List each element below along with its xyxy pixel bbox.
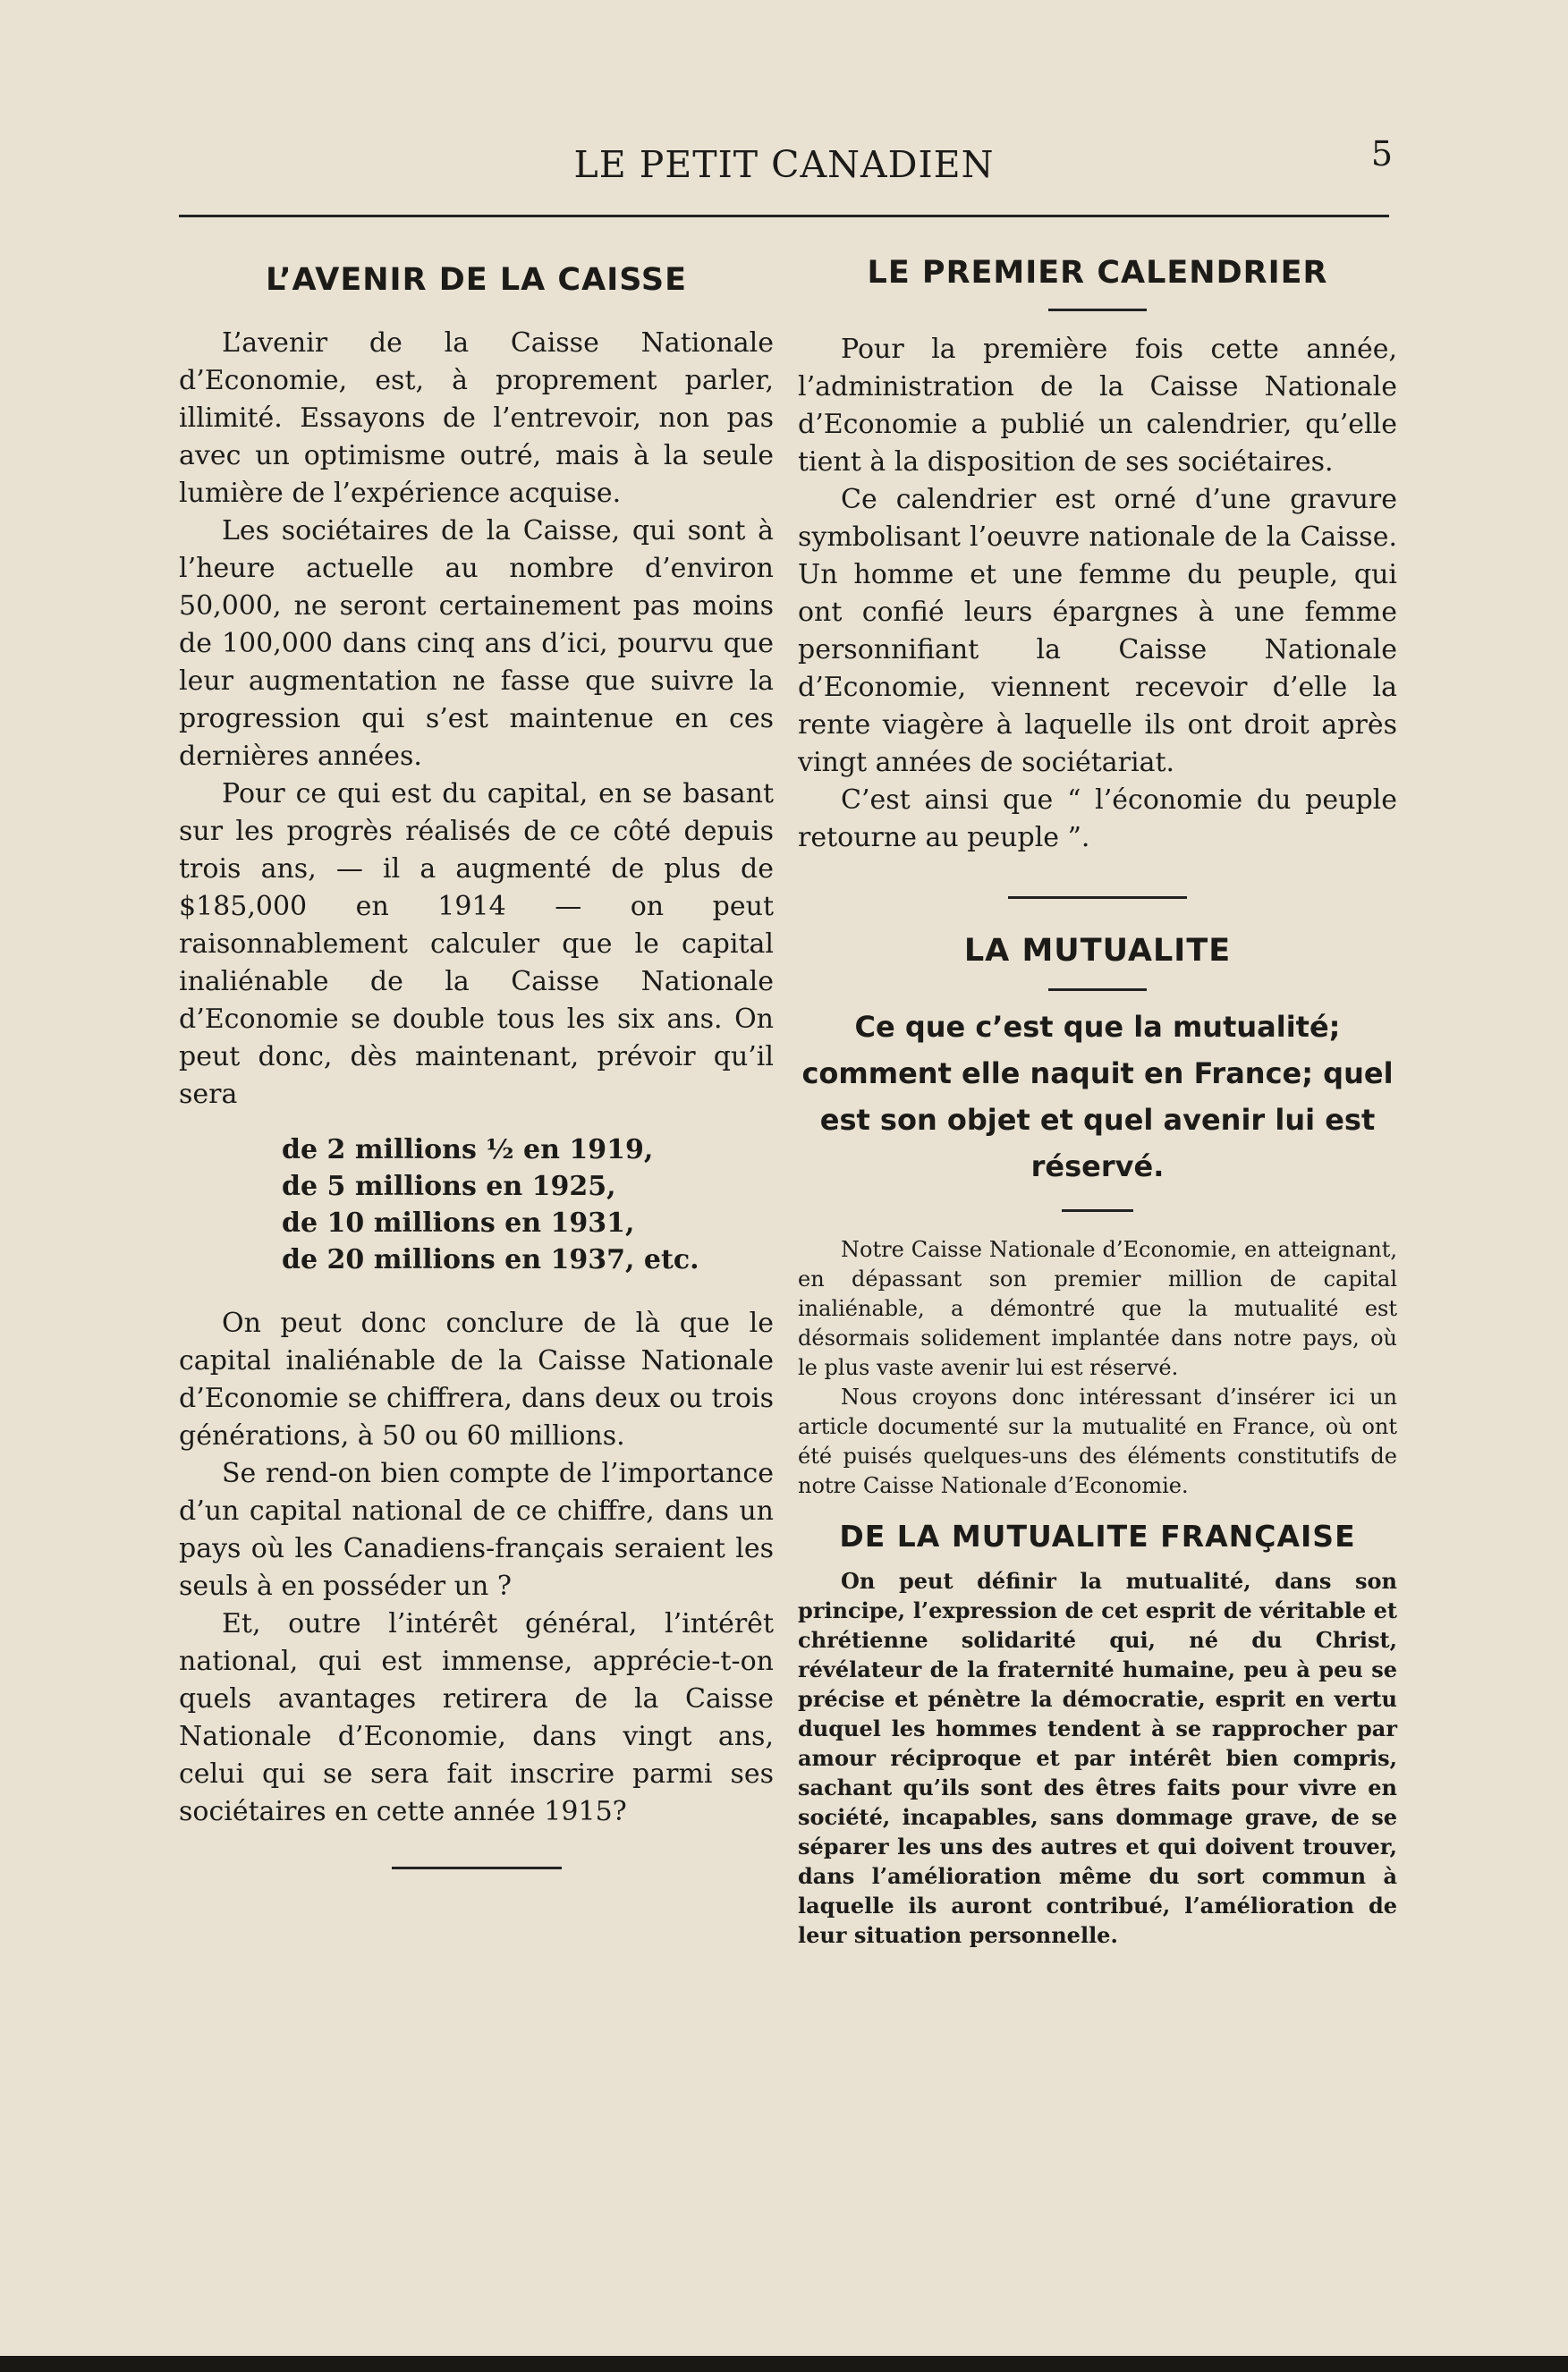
divider bbox=[1048, 309, 1147, 311]
list-item: de 2 millions ½ en 1919, bbox=[282, 1134, 654, 1165]
publication-title: LE PETIT CANADIEN bbox=[573, 143, 995, 186]
page-header bbox=[179, 134, 1393, 197]
paragraph: L’avenir de la Caisse Nationale d’Economie, est, à proprement parler, illimité. Essayons de l’entrevoir, non pas avec un optimisme outré, mais à la seule lumière de l’expérience acquise. bbox=[179, 327, 774, 509]
list-item: de 5 millions en 1925, bbox=[282, 1171, 616, 1202]
header-rule bbox=[179, 215, 1389, 217]
paragraph: Pour la première fois cette année, l’administration de la Caisse Nationale d’Economie a publié un calendrier, qu’elle tient à la disposition de ses sociétaires. bbox=[798, 334, 1397, 478]
divider bbox=[1048, 988, 1147, 991]
paragraph: On peut donc conclure de là que le capital inaliénable de la Caisse Nationale d’Economie se chiffrera, dans deux ou trois générations, à 50 ou 60 millions. bbox=[179, 1308, 774, 1452]
paragraph: C’est ainsi que “ l’économie du peuple retourne au peuple ”. bbox=[798, 784, 1397, 853]
paragraph: Pour ce qui est du capital, en se basant sur les progrès réalisés de ce côté depuis trois ans, — il a augmenté de plus de $185,000 en 1914 — on peut raisonnablement calculer que le capital inaliénable de la Caisse Nationale d’Economie se double tous les six ans. On peut donc, dès maintenant, prévoir qu’il sera bbox=[179, 778, 774, 1110]
heading-calendrier: LE PREMIER CALENDRIER bbox=[867, 255, 1328, 291]
list-item: de 10 millions en 1931, bbox=[282, 1207, 635, 1239]
page-edge-shadow bbox=[0, 2356, 1568, 2372]
paragraph: Notre Caisse Nationale d’Economie, en atteignant, en dépassant son premier million de capital inaliénable, a démontré que la mutualité est désormais solidement implantée dans notre pays, où le plus vaste avenir lui est réservé. bbox=[798, 1237, 1397, 1380]
paragraph: Les sociétaires de la Caisse, qui sont à l’heure actuelle au nombre d’environ 50,000, ne seront certainement pas moins de 100,000 dans cinq ans d’ici, pourvu que leur augmentation ne fasse que suivre la progression qui s’est maintenue en ces dernières années. bbox=[179, 515, 774, 772]
paragraph: Ce calendrier est orné d’une gravure symbolisant l’oeuvre nationale de la Caisse. Un homme et une femme du peuple, qui ont confié leurs épargnes à une femme personnifiant la Caisse Nationale d’Economie, viennent recevoir d’elle la rente viagère à laquelle ils ont droit après vingt années de sociétariat. bbox=[798, 484, 1397, 778]
left-column bbox=[179, 250, 774, 1869]
paragraph: Nous croyons donc intéressant d’insérer ici un article documenté sur la mutualité en France, où ont été puisés quelques-uns des éléments constitutifs de notre Caisse Nationale d’Economie. bbox=[798, 1385, 1397, 1498]
paragraph: On peut définir la mutualité, dans son principe, l’expression de cet esprit de véritable et chrétienne solidarité qui, né du Christ, révélateur de la fraternité humaine, peu à peu se précise et pénètre la démocratie, esprit en vertu duquel les hommes tendent à se rapprocher par amour réciproque et par intérêt bien compris, sachant qu’ils sont des êtres faits pour vivre en société, incapables, sans dommage grave, de se séparer les uns des autres et qui doivent trouver, dans l’amélioration même du sort commun à laquelle ils auront contribué, l’amélioration de leur situation personnelle. bbox=[798, 1568, 1397, 1948]
heading-mutualite: LA MUTUALITE bbox=[963, 933, 1232, 969]
divider bbox=[1062, 1209, 1133, 1212]
divider bbox=[1008, 896, 1187, 899]
heading-mutualite-francaise: DE LA MUTUALITE FRANÇAISE bbox=[839, 1519, 1356, 1554]
heading-avenir: L’AVENIR DE LA CAISSE bbox=[266, 262, 687, 298]
list-item: de 20 millions en 1937, etc. bbox=[282, 1244, 699, 1275]
divider bbox=[392, 1867, 562, 1869]
right-column bbox=[798, 250, 1397, 1950]
page-number: 5 bbox=[1370, 134, 1393, 174]
paragraph: Se rend-on bien compte de l’importance d’un capital national de ce chiffre, dans un pays où les Canadiens-français seraient les seuls à en posséder un ? bbox=[179, 1458, 774, 1602]
lead-paragraph: Ce que c’est que la mutualité; comment elle naquit en France; quel est son objet et quel avenir lui est réservé. bbox=[801, 1010, 1394, 1183]
capital-projection-list bbox=[282, 1131, 774, 1278]
paragraph: Et, outre l’intérêt général, l’intérêt national, qui est immense, apprécie-t-on quels avantages retirera de la Caisse Nationale d’Economie, dans vingt ans, celui qui se sera fait inscrire parmi ses sociétaires en cette année 1915? bbox=[179, 1608, 774, 1827]
